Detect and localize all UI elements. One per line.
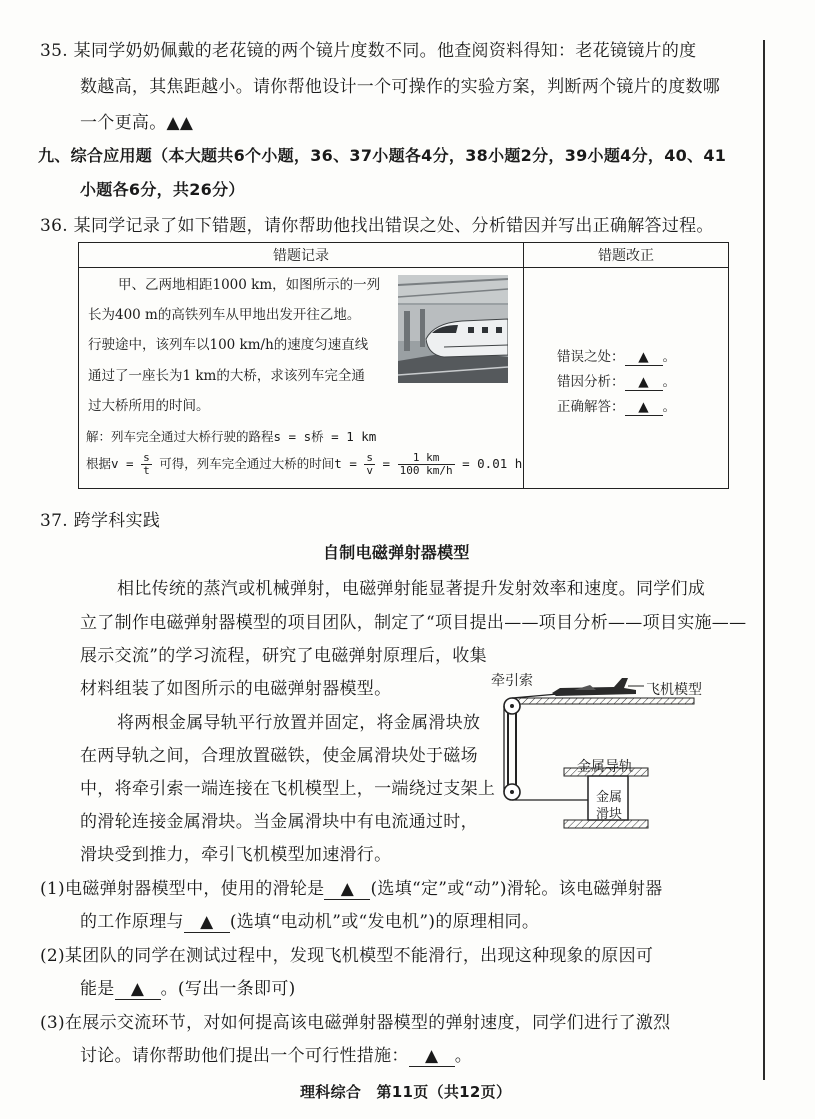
- q37-sub3-line2: [80, 1041, 472, 1067]
- section9-heading-line2: 小题各6分，共26分）: [80, 180, 245, 199]
- q37-p2-line5: 滑块受到推力，牵引飞机模型加速滑行。: [80, 845, 392, 865]
- fix-cause-blank[interactable]: ▲: [625, 374, 663, 391]
- fix-answer-label: 正确解答：: [557, 399, 625, 415]
- col-fix-header: 错题改正: [524, 243, 729, 268]
- fix-cause-label: 错因分析：: [557, 374, 625, 390]
- train-photo: [398, 275, 508, 383]
- q37-sub1-text-b: (选填“定”或“动”)滑轮。该电磁弹射器: [370, 879, 663, 899]
- label-rail: 金属导轨: [577, 759, 633, 775]
- q37-p2-line1: 将两根金属导轨平行放置并固定，将金属滑块放: [117, 713, 481, 733]
- fraction-km-den: 100 km/h: [399, 464, 453, 477]
- fix-cause-period: 。: [662, 374, 676, 390]
- solution-mid: 可得，列车完全通过大桥的时间t =: [159, 456, 357, 471]
- fix-error-line: [557, 345, 676, 366]
- col-record-header: 错题记录: [79, 243, 524, 268]
- q35-line3: 一个更高。▲▲: [80, 113, 194, 133]
- solution-line-1: 解：列车完全通过大桥行驶的路程s = s桥 = 1 km: [86, 429, 377, 444]
- label-cable: 牵引索: [491, 673, 533, 689]
- q36-intro: 36. 某同学记录了如下错题，请你帮助他找出错误之处、分析错因并写出正确解答过程。: [40, 216, 714, 236]
- q37-sub2-text-b: 。(写出一条即可): [160, 979, 296, 999]
- q37-p1-line3: 展示交流”的学习流程，研究了电磁弹射原理后，收集: [80, 646, 487, 666]
- problem-line-2: 长为400 m的高铁列车从甲地出发开往乙地。: [88, 307, 361, 323]
- fix-error-blank[interactable]: ▲: [625, 349, 663, 366]
- problem-line-4: 通过了一座长为1 km的大桥，求该列车完全通: [88, 368, 365, 384]
- q35-line1: 35. 某同学奶奶佩戴的老花镜的两个镜片度数不同。他查阅资料得知：老花镜镜片的度: [40, 41, 697, 61]
- label-slider-2: 滑块: [596, 807, 623, 822]
- q37-sub3-blank-measure[interactable]: ▲: [409, 1046, 455, 1067]
- fraction-t: [364, 452, 375, 477]
- q37-p1-line1: 相比传统的蒸汽或机械弹射，电磁弹射能显著提升发射效率和速度。同学们成: [117, 579, 706, 599]
- q37-sub1-text-d: (选填“电动机”或“发电机”)的原理相同。: [229, 912, 540, 932]
- q37-sub2-line1: (2)某团队的同学在测试过程中，发现飞机模型不能滑行，出现这种现象的原因可: [40, 946, 654, 966]
- q37-sub1-text-a: (1)电磁弹射器模型中，使用的滑轮是: [40, 879, 325, 899]
- q37-heading: 37. 跨学科实践: [40, 511, 161, 531]
- q37-sub1-blank-pulley[interactable]: ▲: [324, 879, 370, 900]
- page-footer: 理科综合 第11页（共12页）: [300, 1083, 512, 1101]
- section9-heading-line1: 九、综合应用题（本大题共6个小题，36、37小题各4分，38小题2分，39小题4分，40、41: [38, 146, 727, 165]
- fraction-km-num: 1 km: [398, 452, 455, 465]
- q35-line2: 数越高，其焦距越小。请你帮他设计一个可操作的实验方案，判断两个镜片的度数哪: [80, 77, 721, 97]
- q37-title: 自制电磁弹射器模型: [323, 543, 470, 562]
- q37-sub1-blank-principle[interactable]: ▲: [184, 912, 230, 933]
- fraction-km: [398, 452, 455, 477]
- solution-prefix: 根据v =: [86, 456, 134, 471]
- problem-line-3: 行驶途中，该列车以100 km/h的速度匀速直线: [88, 337, 369, 353]
- fraction-v-num: s: [143, 451, 150, 464]
- margin-rule: [763, 40, 765, 1080]
- q37-sub3-text-b: 。: [454, 1046, 473, 1066]
- solution-equals: =: [382, 456, 391, 471]
- q37-sub3-text-a: 讨论。请你帮助他们提出一个可行性措施：: [80, 1046, 409, 1066]
- fix-error-period: 。: [662, 349, 676, 365]
- q37-sub3-line1: (3)在展示交流环节，对如何提高该电磁弹射器模型的弹射速度，同学们进行了激烈: [40, 1013, 671, 1033]
- fraction-v: [141, 452, 152, 477]
- problem-line-5: 过大桥所用的时间。: [88, 398, 210, 414]
- q37-sub1-line2: [80, 907, 539, 933]
- label-plane: 飞机模型: [646, 682, 702, 698]
- fraction-t-num: s: [366, 451, 373, 464]
- q37-sub1-text-c: 的工作原理与: [80, 912, 184, 932]
- q37-p1-line2: 立了制作电磁弹射器模型的项目团队，制定了“项目提出——项目分析——项目实施——: [80, 613, 747, 633]
- q37-sub2-line2: [80, 974, 296, 1000]
- q37-p2-line3: 中，将牵引索一端连接在飞机模型上，一端绕过支架上: [80, 779, 496, 799]
- solution-result: = 0.01 h: [462, 456, 523, 471]
- q37-p1-line4: 材料组装了如图所示的电磁弹射器模型。: [80, 679, 392, 699]
- q37-sub2-text-a: 能是: [80, 979, 115, 999]
- q37-sub2-blank-reason[interactable]: ▲: [115, 979, 161, 1000]
- fix-cause-line: [557, 370, 676, 391]
- fix-error-label: 错误之处：: [557, 349, 625, 365]
- fraction-t-den: v: [366, 464, 373, 477]
- fix-answer-blank[interactable]: ▲: [625, 399, 663, 416]
- q37-p2-line4: 的滑轮连接金属滑块。当金属滑块中有电流通过时，: [80, 812, 478, 832]
- fix-answer-period: 。: [662, 399, 676, 415]
- solution-line-2: [86, 452, 522, 477]
- problem-line-1: 甲、乙两地相距1000 km，如图所示的一列: [118, 277, 381, 293]
- fix-answer-line: [557, 395, 676, 416]
- q37-p2-line2: 在两导轨之间，合理放置磁铁，使金属滑块处于磁场: [80, 746, 478, 766]
- q37-sub1-line1: [40, 874, 663, 900]
- fraction-v-den: t: [143, 464, 150, 477]
- label-slider-1: 金属: [596, 790, 623, 805]
